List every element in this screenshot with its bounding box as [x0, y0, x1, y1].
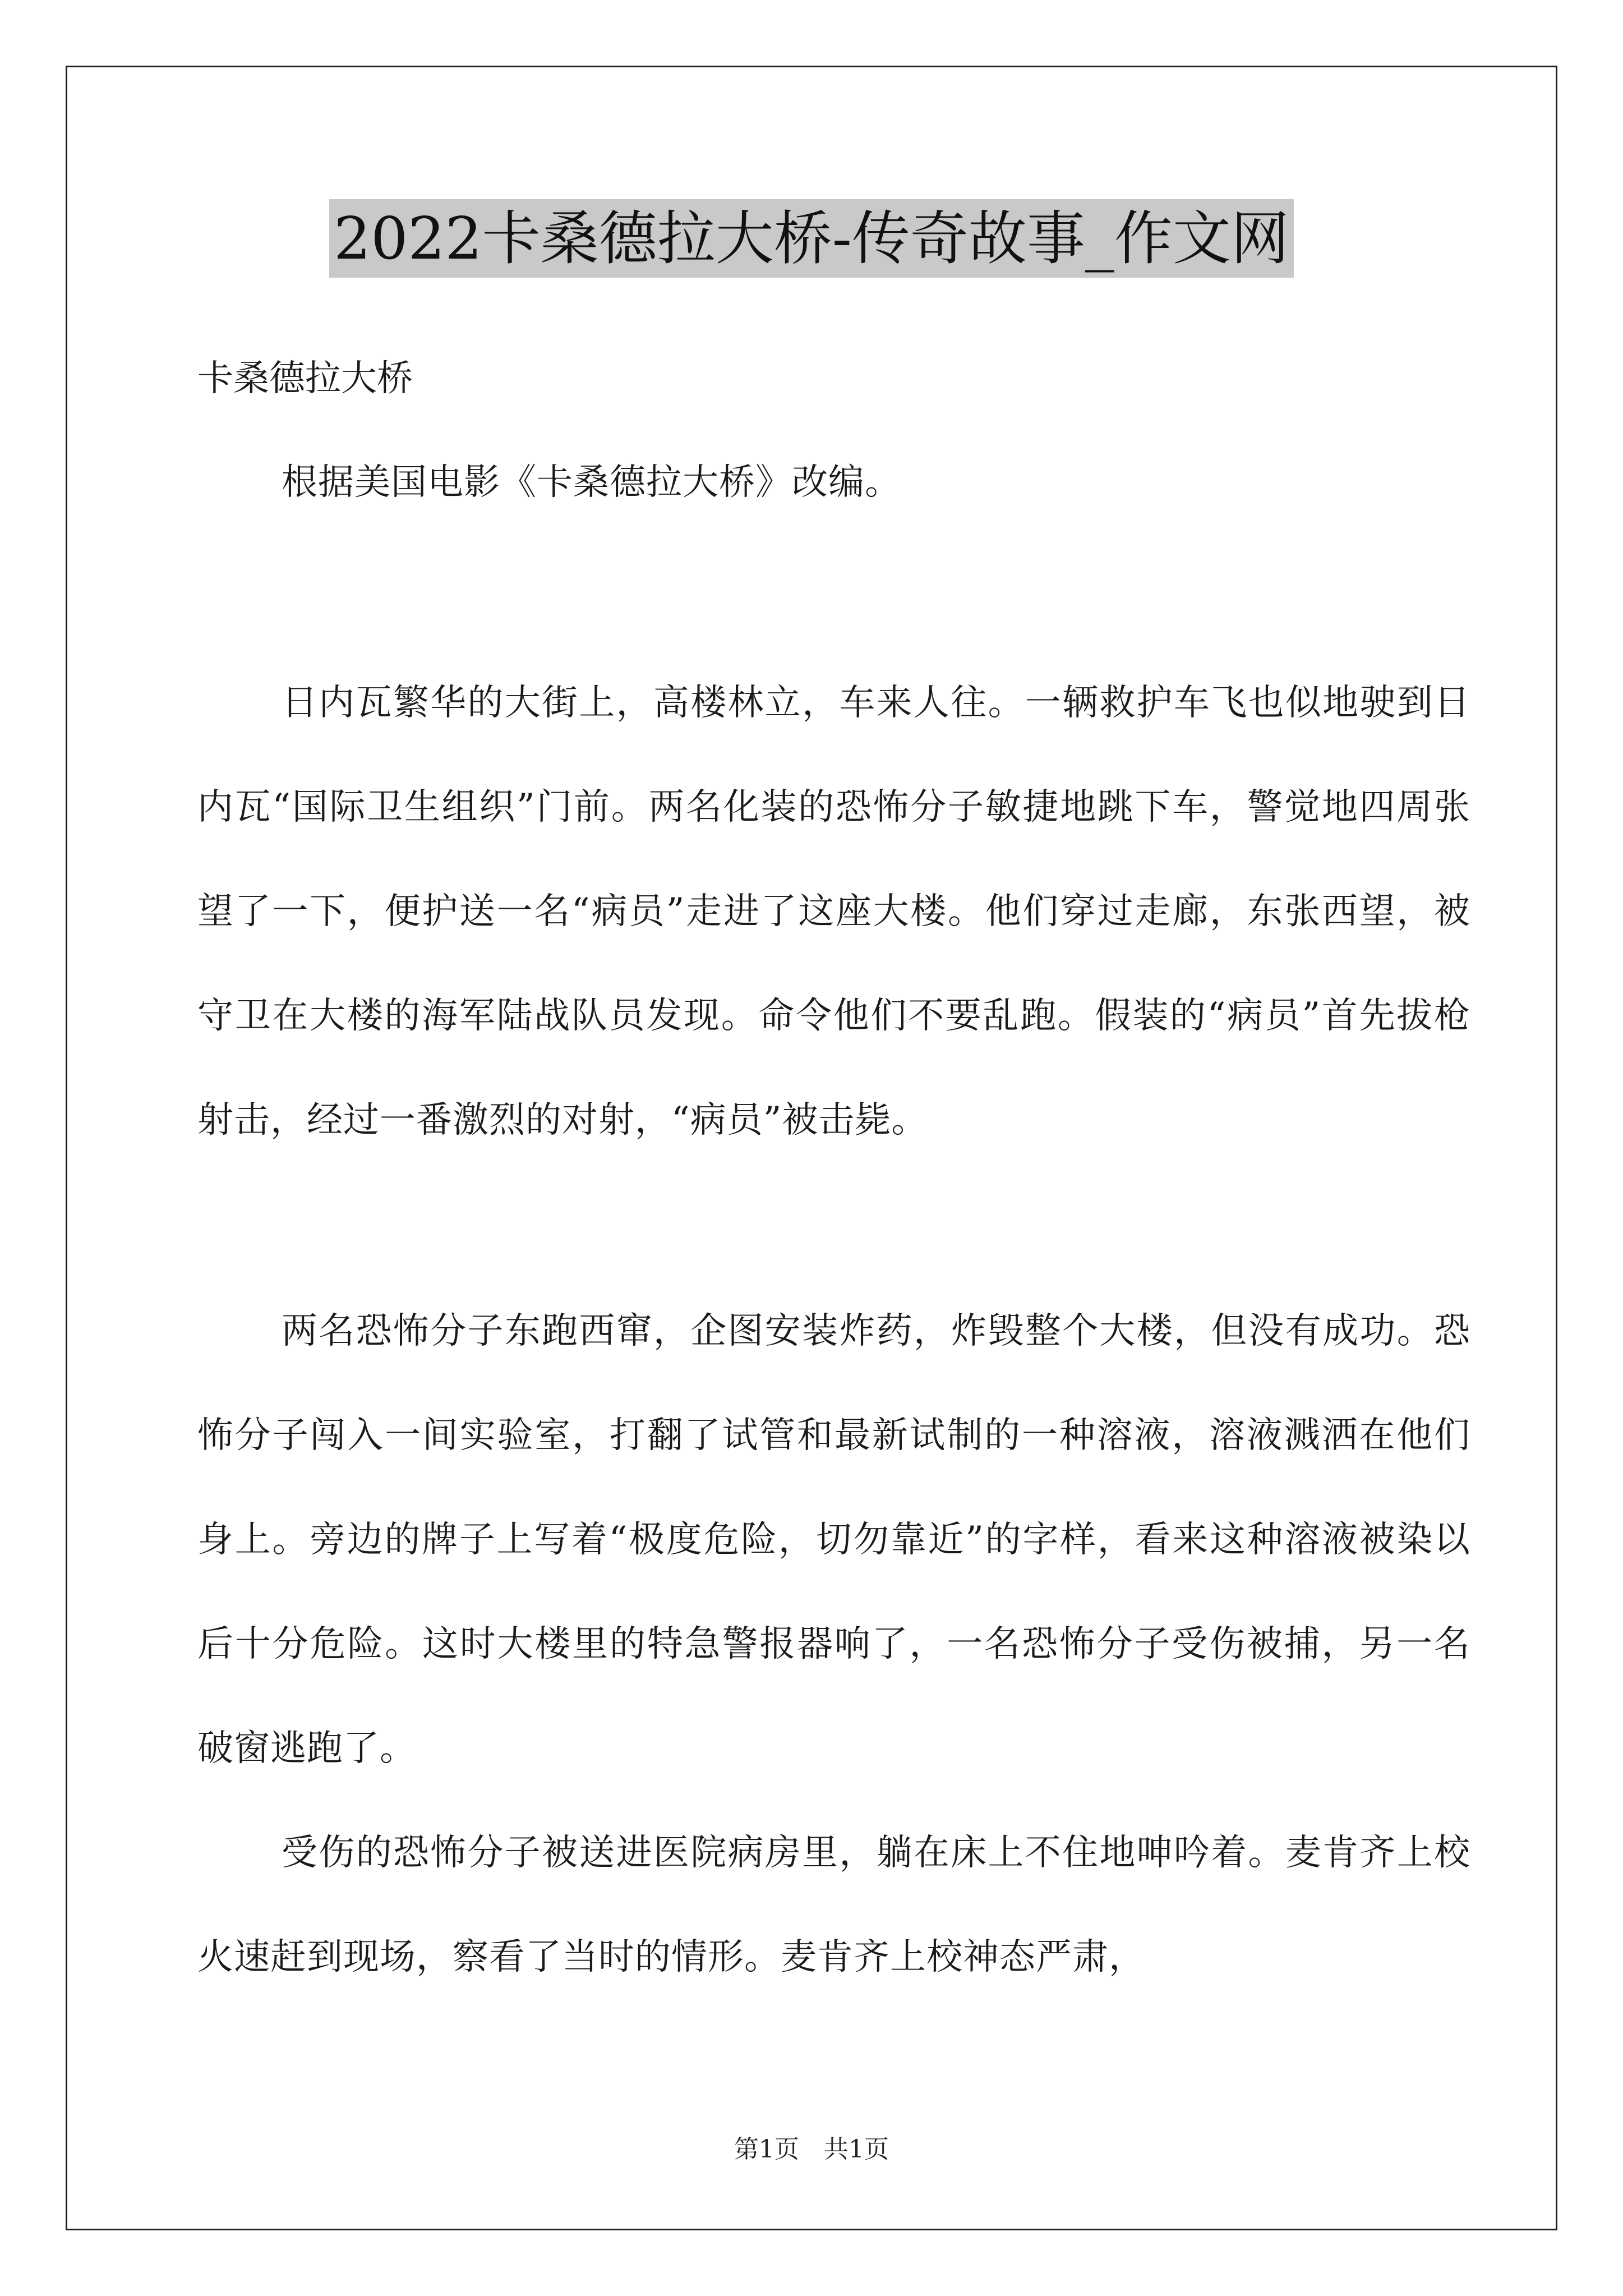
- paragraph-source-note: 根据美国电影《卡桑德拉大桥》改编。: [282, 462, 901, 503]
- paragraph-laboratory: 两名恐怖分子东跑西窜，企图安装炸药，炸毁整个大楼，但没有成功。恐怖分子闯入一间实验室，打翻了试管和最新试制的一种溶液，溶液溅洒在他们身上。旁边的牌子上写着“极度危险，切勿靠近”的字样，看来这种溶液被染以后十分危险。这时大楼里的特急警报器响了，一名恐怖分子受伤被捕，另一名破窗逃跑了。: [197, 1310, 1470, 1769]
- paragraph-geneva-attack: 日内瓦繁华的大街上，高楼林立，车来人往。一辆救护车飞也似地驶到日内瓦“国际卫生组织”门前。两名化装的恐怖分子敏捷地跳下车，警觉地四周张望了一下，便护送一名“病员”走进了这座大楼。他们穿过走廊，东张西望，被守卫在大楼的海军陆战队员发现。命令他们不要乱跑。假装的“病员”首先拔枪射击，经过一番激烈的对射，“病员”被击毙。: [197, 682, 1470, 1141]
- document-title: 2022卡桑德拉大桥-传奇故事_作文网: [329, 199, 1294, 278]
- document-subtitle: 卡桑德拉大桥: [197, 358, 413, 399]
- paragraph-hospital: 受伤的恐怖分子被送进医院病房里，躺在床上不住地呻吟着。麦肯齐上校火速赶到现场，察看了当时的情形。麦肯齐上校神态严肃，: [197, 1832, 1470, 1978]
- page-footer: 第1页 共1页: [734, 2135, 889, 2164]
- title-container: [0, 199, 1623, 278]
